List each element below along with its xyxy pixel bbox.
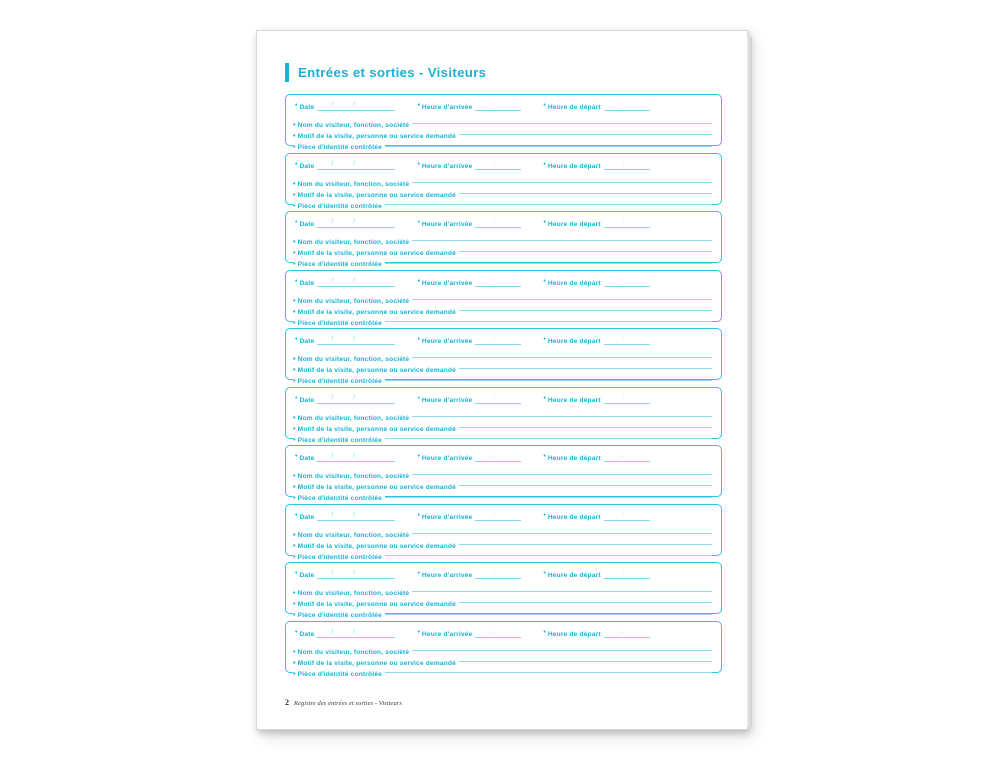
record-detail-lines [293,348,714,386]
departure-label: Heure de départ [547,455,601,462]
visitor-name-label [293,355,412,364]
departure-label: Heure de départ [547,513,601,521]
bullet-icon: • [293,122,296,129]
bullet-icon: • [293,180,296,188]
id-checked-label [293,143,385,152]
line-visitor-name[interactable] [293,173,714,188]
time-input[interactable]: : [475,102,521,111]
visitor-name-label [293,589,412,598]
field-departure-time [543,336,649,345]
bullet-icon: • [543,628,546,636]
date-label: Date [299,221,315,228]
footer-caption: Registre des entrées et sorties - Visiteurs [294,700,402,707]
field-date [295,102,395,111]
time-input[interactable]: : [475,278,521,287]
id-checked-text: Pièce d'identité contrôlée [297,144,382,152]
bullet-icon: • [295,394,298,402]
id-checked-text: Pièce d'identité contrôlée [297,612,382,620]
id-checked-text: Pièce d'identité contrôlée [297,495,382,503]
time-input[interactable]: : [604,336,650,345]
visit-reason-text: Motif de la visite, personne ou service demandé [297,367,456,375]
visitor-name-label [293,180,412,189]
record-block[interactable] [285,211,722,269]
record-detail-lines [293,290,714,327]
bullet-icon: • [417,570,420,577]
field-date [295,219,395,228]
visit-reason-label [293,542,459,551]
bullet-icon: • [295,336,298,343]
bullet-icon: • [417,628,420,636]
bullet-icon: • [295,570,298,577]
departure-label: Heure de départ [547,630,601,638]
bullet-icon: • [417,219,420,226]
line-visitor-name[interactable] [293,407,714,422]
field-arrival-time [417,219,521,228]
field-arrival-time [417,161,521,170]
id-checked-text: Pièce d'identité contrôlée [297,202,382,210]
header-accent-bar [285,63,289,82]
bullet-icon: • [295,160,298,168]
field-date [295,453,395,462]
id-checked-label [293,260,385,269]
visit-reason-label [293,600,459,609]
record-header-row [293,393,714,404]
bullet-icon: • [293,531,296,539]
bullet-icon: • [543,394,546,402]
bullet-icon: • [417,160,420,168]
date-label: Date [299,396,315,404]
bullet-icon: • [543,102,546,109]
field-departure-time [543,629,649,638]
visit-reason-text: Motif de la visite, personne ou service demandé [297,308,456,316]
field-date [295,278,395,287]
date-input[interactable]: / / [317,336,395,345]
line-visitor-name[interactable] [293,524,714,539]
page-edge-shadow [747,37,752,727]
bullet-icon: • [543,511,546,519]
field-departure-time [543,278,649,287]
visitor-name-text: Nom du visiteur, fonction, société [297,122,410,129]
bullet-icon: • [293,612,296,620]
date-input[interactable]: / / [317,629,395,638]
bullet-icon: • [543,160,546,168]
arrival-label: Heure d'arrivée [421,455,473,462]
visitor-name-label [293,531,412,540]
visit-reason-label [293,366,459,375]
date-label: Date [299,513,315,521]
visit-reason-text: Motif de la visite, personne ou service demandé [297,484,456,492]
visit-reason-text: Motif de la visite, personne ou service demandé [297,659,456,667]
field-arrival-time [417,453,521,462]
visit-reason-text: Motif de la visite, personne ou service demandé [297,133,456,141]
date-label: Date [299,279,315,287]
bullet-icon: • [543,277,546,285]
bullet-icon: • [293,542,296,550]
bullet-icon: • [543,336,546,343]
departure-label: Heure de départ [547,338,601,345]
id-checked-label [293,377,385,386]
bullet-icon: • [417,102,420,109]
time-input[interactable]: : [604,395,650,404]
id-checked-label [293,436,385,445]
bullet-icon: • [295,628,298,636]
line-visitor-name[interactable] [293,465,714,480]
date-input[interactable]: / / [317,161,395,170]
id-checked-text: Pièce d'identité contrôlée [297,319,382,327]
id-checked-text: Pièce d'identité contrôlée [297,436,382,444]
field-departure-time [543,512,649,521]
record-block[interactable] [285,621,722,678]
departure-label: Heure de départ [547,396,601,404]
field-arrival-time [417,395,521,404]
bullet-icon: • [293,601,296,609]
field-date [295,336,395,345]
id-checked-label [293,670,385,679]
departure-label: Heure de départ [547,279,601,287]
field-date [295,570,395,579]
line-visitor-name[interactable] [293,582,714,597]
visitor-name-label [293,648,412,657]
bullet-icon: • [293,297,296,305]
field-date [295,512,395,521]
bullet-icon: • [293,356,296,363]
record-header-row [293,276,714,287]
visitor-name-text: Nom du visiteur, fonction, société [297,356,410,363]
date-label: Date [299,455,315,462]
arrival-label: Heure d'arrivée [421,221,473,228]
field-departure-time [543,453,649,462]
bullet-icon: • [293,133,296,141]
visitor-name-text: Nom du visiteur, fonction, société [297,297,410,305]
visitor-name-label [293,121,412,130]
line-visitor-name[interactable] [293,290,714,305]
id-checked-text: Pièce d'identité contrôlée [297,553,382,561]
visit-reason-label [293,132,459,141]
time-input[interactable]: : [604,512,650,521]
record-block[interactable] [285,153,722,210]
visit-reason-label [293,308,459,317]
record-header-row [293,217,714,228]
record-block[interactable] [285,445,722,503]
arrival-label: Heure d'arrivée [421,630,473,638]
record-header-row [293,100,714,111]
visit-reason-text: Motif de la visite, personne ou service demandé [297,601,456,609]
field-departure-time [543,102,649,111]
id-checked-label [293,202,385,211]
record-block[interactable] [285,94,722,152]
visit-reason-text: Motif de la visite, personne ou service demandé [297,250,456,258]
bullet-icon: • [293,553,296,561]
bullet-icon: • [293,670,296,678]
field-arrival-time [417,570,521,579]
bullet-icon: • [543,453,546,460]
record-detail-lines [293,582,714,620]
record-detail-lines [293,641,714,678]
record-detail-lines [293,173,714,210]
bullet-icon: • [293,144,296,152]
departure-label: Heure de départ [547,572,601,579]
time-input[interactable]: : [604,570,650,579]
field-departure-time [543,395,649,404]
bullet-icon: • [293,319,296,327]
record-header-row [293,568,714,579]
bullet-icon: • [293,659,296,667]
bullet-icon: • [295,453,298,460]
visit-reason-text: Motif de la visite, personne ou service demandé [297,191,456,199]
departure-label: Heure de départ [547,162,601,170]
bullet-icon: • [543,570,546,577]
time-input[interactable]: : [604,219,650,228]
id-checked-label [293,494,385,503]
bullet-icon: • [293,239,296,246]
time-input[interactable]: : [475,161,521,170]
record-block[interactable] [285,270,722,327]
departure-label: Heure de départ [547,221,601,228]
line-visitor-name[interactable] [293,114,714,129]
visit-reason-label [293,425,459,434]
records-list [285,94,722,679]
field-arrival-time [417,278,521,287]
bullet-icon: • [293,414,296,422]
visit-reason-label [293,191,459,200]
visit-reason-label [293,659,459,668]
bullet-icon: • [417,336,420,343]
date-input[interactable]: / / [317,219,395,228]
record-block[interactable] [285,562,722,620]
time-input[interactable]: : [475,453,521,462]
bullet-icon: • [543,219,546,226]
record-block[interactable] [285,328,722,386]
field-arrival-time [417,512,521,521]
bullet-icon: • [293,367,296,375]
time-input[interactable]: : [604,161,650,170]
record-block[interactable] [285,504,722,561]
date-input[interactable]: / / [317,278,395,287]
record-header-row [293,510,714,521]
field-arrival-time [417,629,521,638]
visit-reason-label [293,249,459,258]
field-date [295,161,395,170]
visit-reason-text: Motif de la visite, personne ou service demandé [297,542,456,550]
time-input[interactable]: : [475,629,521,638]
bullet-icon: • [293,484,296,492]
record-header-row [293,451,714,462]
bullet-icon: • [293,495,296,503]
date-input[interactable]: / / [317,102,395,111]
id-checked-label [293,553,385,562]
date-label: Date [299,104,315,111]
visitor-name-text: Nom du visiteur, fonction, société [297,648,410,656]
arrival-label: Heure d'arrivée [421,396,473,404]
line-visitor-name[interactable] [293,641,714,656]
page-number: 2 [285,698,289,707]
id-checked-text: Pièce d'identité contrôlée [297,261,382,269]
bullet-icon: • [293,648,296,656]
record-detail-lines [293,465,714,503]
arrival-label: Heure d'arrivée [421,162,473,170]
visitor-name-label [293,238,412,247]
bullet-icon: • [417,511,420,519]
visitor-name-text: Nom du visiteur, fonction, société [297,180,410,188]
page-title: Entrées et sorties - Visiteurs [298,65,487,80]
bullet-icon: • [295,219,298,226]
bullet-icon: • [293,473,296,480]
bullet-icon: • [417,453,420,460]
visit-reason-text: Motif de la visite, personne ou service demandé [297,425,456,433]
field-departure-time [543,219,649,228]
departure-label: Heure de départ [547,104,601,111]
id-checked-label [293,611,385,620]
bullet-icon: • [293,590,296,597]
document-page [256,30,748,730]
visitor-name-label [293,472,412,481]
line-visitor-name[interactable] [293,348,714,363]
time-input[interactable]: : [475,395,521,404]
record-detail-lines [293,407,714,444]
page-header [285,63,486,82]
id-checked-text: Pièce d'identité contrôlée [297,670,382,678]
time-input[interactable]: : [604,278,650,287]
visit-reason-label [293,483,459,492]
field-arrival-time [417,102,521,111]
bullet-icon: • [293,378,296,386]
time-input[interactable]: : [604,453,650,462]
arrival-label: Heure d'arrivée [421,572,473,579]
page-footer [285,698,402,707]
visitor-name-text: Nom du visiteur, fonction, société [297,414,410,422]
visitor-name-label [293,414,412,423]
arrival-label: Heure d'arrivée [421,513,473,521]
bullet-icon: • [295,511,298,519]
record-header-row [293,334,714,345]
bullet-icon: • [293,191,296,199]
date-label: Date [299,338,315,345]
bullet-icon: • [293,425,296,433]
bullet-icon: • [293,261,296,269]
arrival-label: Heure d'arrivée [421,104,473,111]
record-detail-lines [293,231,714,269]
visitor-name-text: Nom du visiteur, fonction, société [297,473,410,480]
record-detail-lines [293,524,714,561]
visitor-name-text: Nom du visiteur, fonction, société [297,531,410,539]
field-arrival-time [417,336,521,345]
record-detail-lines [293,114,714,152]
time-input[interactable]: : [604,102,650,111]
bullet-icon: • [293,250,296,258]
record-header-row [293,159,714,170]
field-departure-time [543,570,649,579]
bullet-icon: • [417,394,420,402]
date-input[interactable]: / / [317,453,395,462]
time-input[interactable]: : [475,336,521,345]
line-visitor-name[interactable] [293,231,714,246]
date-label: Date [299,572,315,579]
arrival-label: Heure d'arrivée [421,279,473,287]
time-input[interactable]: : [604,629,650,638]
visitor-name-text: Nom du visiteur, fonction, société [297,239,410,246]
date-input[interactable]: / / [317,395,395,404]
field-date [295,629,395,638]
date-input[interactable]: / / [317,570,395,579]
id-checked-text: Pièce d'identité contrôlée [297,378,382,386]
record-block[interactable] [285,387,722,444]
visitor-name-label [293,297,412,306]
bullet-icon: • [295,277,298,285]
bullet-icon: • [293,308,296,316]
record-header-row [293,627,714,638]
id-checked-label [293,319,385,328]
time-input[interactable]: : [475,570,521,579]
bullet-icon: • [293,436,296,444]
date-input[interactable]: / / [317,512,395,521]
field-departure-time [543,161,649,170]
bullet-icon: • [295,102,298,109]
time-input[interactable]: : [475,512,521,521]
bullet-icon: • [293,202,296,210]
date-label: Date [299,630,315,638]
field-date [295,395,395,404]
time-input[interactable]: : [475,219,521,228]
bullet-icon: • [417,277,420,285]
date-label: Date [299,162,315,170]
visitor-name-text: Nom du visiteur, fonction, société [297,590,410,597]
arrival-label: Heure d'arrivée [421,338,473,345]
